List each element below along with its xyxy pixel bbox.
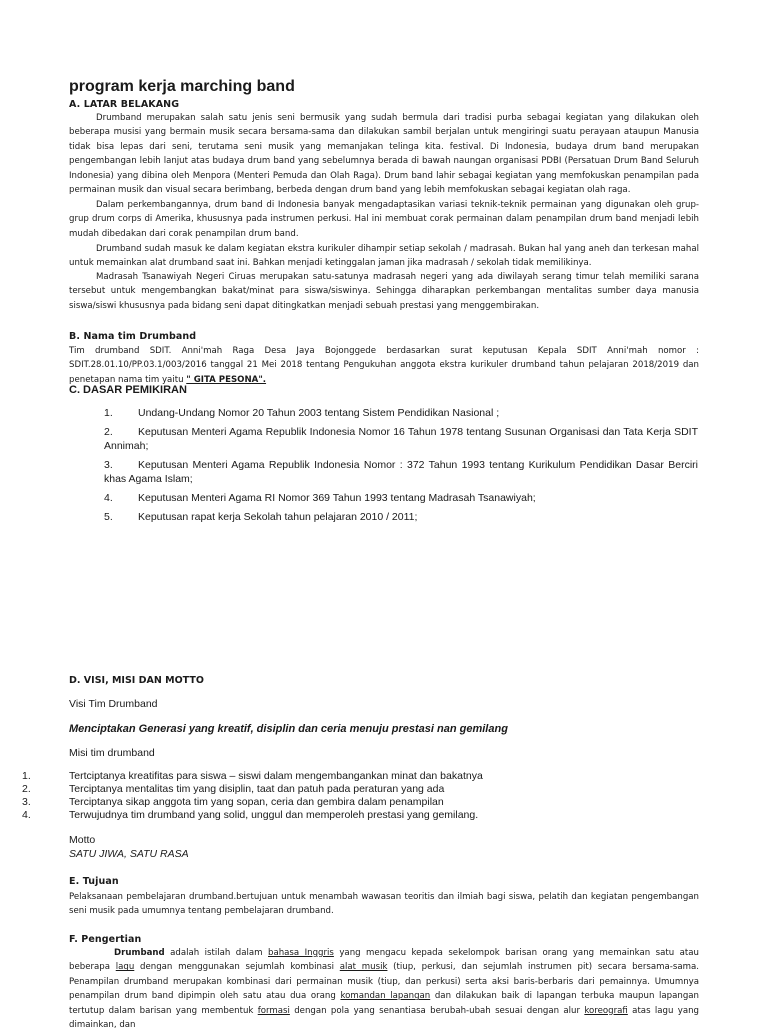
link-formasi[interactable]: formasi: [257, 1005, 290, 1016]
link-bahasa-inggris[interactable]: bahasa Inggris: [268, 948, 334, 958]
section-a-paragraph-2: Dalam perkembangannya, drum band di Indonesia banyak mengadaptasikan variasi teknik-teknik permainan yang digunakan oleh grup-grup drum corps di Amerika, khususnya pada instrumen perkusi. Hal ini membuat corak permainan dalam penampilan drum band menjadi lebih mudah dibedakan dari corak penampilan drum band.: [69, 200, 699, 239]
link-lagu[interactable]: lagu: [115, 962, 135, 973]
list-item: 4. Terwujudnya tim drumband yang solid, unggul dan memperoleh prestasi yang gemilang.: [22, 809, 479, 821]
section-a-paragraph-1: Drumband merupakan salah satu jenis seni bermusik yang sudah bermula dari tradisi purba sebagai kegiatan yang dilakukan oleh beberapa musisi yang bermain musik secara bersama-sama dan dilakukan sambil berjalan untuk mengiringi suatu perayaan ataupun Manusia tidak bisa lepas dari seni, terutama seni musik yang memanjakan telinga kita. festival. Di Indonesia, budaya drum band merupakan pengembangan lebih lanjut atas budaya drum band yang sebelumnya berada di bawah naungan organisasi PDBI (Persatuan Drum Band Seluruh Indonesia) yang dibina oleh Menpora (Menteri Pemuda dan Olah Raga). Drum band lahir sebagai kegiatan yang memfokuskan penampilan pada permainan musik dan visual secara berimbang, berbeda dengan drum band yang lebih memfokuskan sebagai kegiatan olah raga.: [69, 113, 699, 196]
list-item: 5. Keputusan rapat kerja Sekolah tahun pelajaran 2010 / 2011;: [104, 510, 418, 523]
section-e-paragraph: Pelaksanaan pembelajaran drumband.bertujuan untuk menambah wawasan teoritis dan ilmiah bagi siswa, pelatih dan kegiatan pengembangan seni musik pada umumnya tentang pembelajaran drumband.: [69, 892, 699, 917]
list-item: 2. Keputusan Menteri Agama Republik Indonesia Nomor 16 Tahun 1978 tentang Susunan Organisasi dan Tata Kerja SDIT Annimah;: [104, 425, 698, 453]
list-item: 2. Terciptanya mentalitas tim yang disiplin, taat dan patuh pada peraturan yang ada: [22, 783, 445, 795]
list-item: 1. Tertciptanya kreatifitas para siswa – siswi dalam mengembangankan minat dan bakatnya: [22, 770, 483, 782]
misi-label: Misi tim drumband: [69, 747, 155, 759]
section-a-paragraph-4: Madrasah Tsanawiyah Negeri Ciruas merupakan satu-satunya madrasah negeri yang ada diwilayah serang timur telah memiliki sarana tersebut untuk mengembangkan bakat/minat para siswa/siswinya. Sehingga diharapkan perkembangan mentalitas sumber daya manusia siswa/siswi khususnya pada bidang seni dapat ditingkatkan menjadi sebuah prestasi yang menggembirakan.: [69, 272, 699, 311]
list-item: 3. Keputusan Menteri Agama Republik Indonesia Nomor : 372 Tahun 1993 tentang Kurikulum Pendidikan Dasar Berciri khas Agama Islam;: [104, 458, 698, 486]
section-b-paragraph: Tim drumband SDIT. Anni'mah Raga Desa Jaya Bojonggede berdasarkan surat keputusan Kepala SDIT Anni'mah nomor : SDIT.28.01.10/PP.03.1/003/2016 tanggal 21 Mei 2018 tentang Pengukuhan anggota ekstra kurikuler drumband tahun pelajaran 2018/2019 dan penetapan nama tim yaitu " GITA PESONA".: [69, 346, 699, 385]
section-f-paragraph: Drumband adalah istilah dalam bahasa Inggris yang mengacu kepada sekelompok barisan orang yang memainkan satu atau beberapa lagu dengan menggunakan sejumlah kombinasi alat musik (tiup, perkusi, dan sejumlah instrumen pit) secara bersama-sama. Penampilan drumband merupakan kombinasi dari permainan musik (tiup, dan perkusi) serta aksi baris-berbaris dari pemainnya. Umumnya penampilan drum band dipimpin oleh satu atau dua orang komandan lapangan dan dilakukan baik di lapangan terbuka maupun lapangan tertutup dalam barisan yang membentuk formasi dengan pola yang senantiasa berubah-ubah sesuai dengan alur koreografi atas lagu yang dimainkan, dan: [69, 948, 699, 1031]
visi-label: Visi Tim Drumband: [69, 698, 158, 710]
section-a-heading: A. LATAR BELAKANG: [69, 99, 180, 110]
visi-text: Menciptakan Generasi yang kreatif, disiplin dan ceria menuju prestasi nan gemilang: [69, 723, 508, 735]
link-komandan-lapangan[interactable]: komandan lapangan: [340, 991, 431, 1002]
motto-label: Motto: [69, 834, 96, 846]
section-d-heading: D. VISI, MISI DAN MOTTO: [69, 675, 204, 686]
link-koreografi[interactable]: koreografi: [584, 1005, 628, 1016]
section-b-heading: B. Nama tim Drumband: [69, 331, 197, 342]
motto-text: SATU JIWA, SATU RASA: [69, 848, 189, 860]
list-item: 3. Terciptanya sikap anggota tim yang sopan, ceria dan gembira dalam penampilan: [22, 796, 444, 808]
misi-list: [22, 770, 722, 822]
list-item: 1. Undang-Undang Nomor 20 Tahun 2003 tentang Sistem Pendidikan Nasional ;: [104, 407, 500, 419]
dasar-pemikiran-list: [104, 406, 698, 528]
team-name: " GITA PESONA".: [186, 374, 267, 385]
document-title: program kerja marching band: [69, 78, 295, 95]
section-c-heading: C. DASAR PEMIKIRAN: [69, 384, 187, 396]
section-f-heading: F. Pengertian: [69, 934, 142, 945]
section-e-heading: E. Tujuan: [69, 876, 119, 887]
link-alat-musik[interactable]: alat musik: [339, 962, 388, 973]
list-item: 4. Keputusan Menteri Agama RI Nomor 369 Tahun 1993 tentang Madrasah Tsanawiyah;: [104, 492, 536, 505]
section-a-paragraph-3: Drumband sudah masuk ke dalam kegiatan ekstra kurikuler dihampir setiap sekolah / madrasah. Bukan hal yang aneh dan terkesan mahal untuk memainkan alat drumband saat ini. Bahkan menjadi ketinggalan jaman jika madrasah / sekolah tidak memilikinya.: [69, 244, 699, 269]
